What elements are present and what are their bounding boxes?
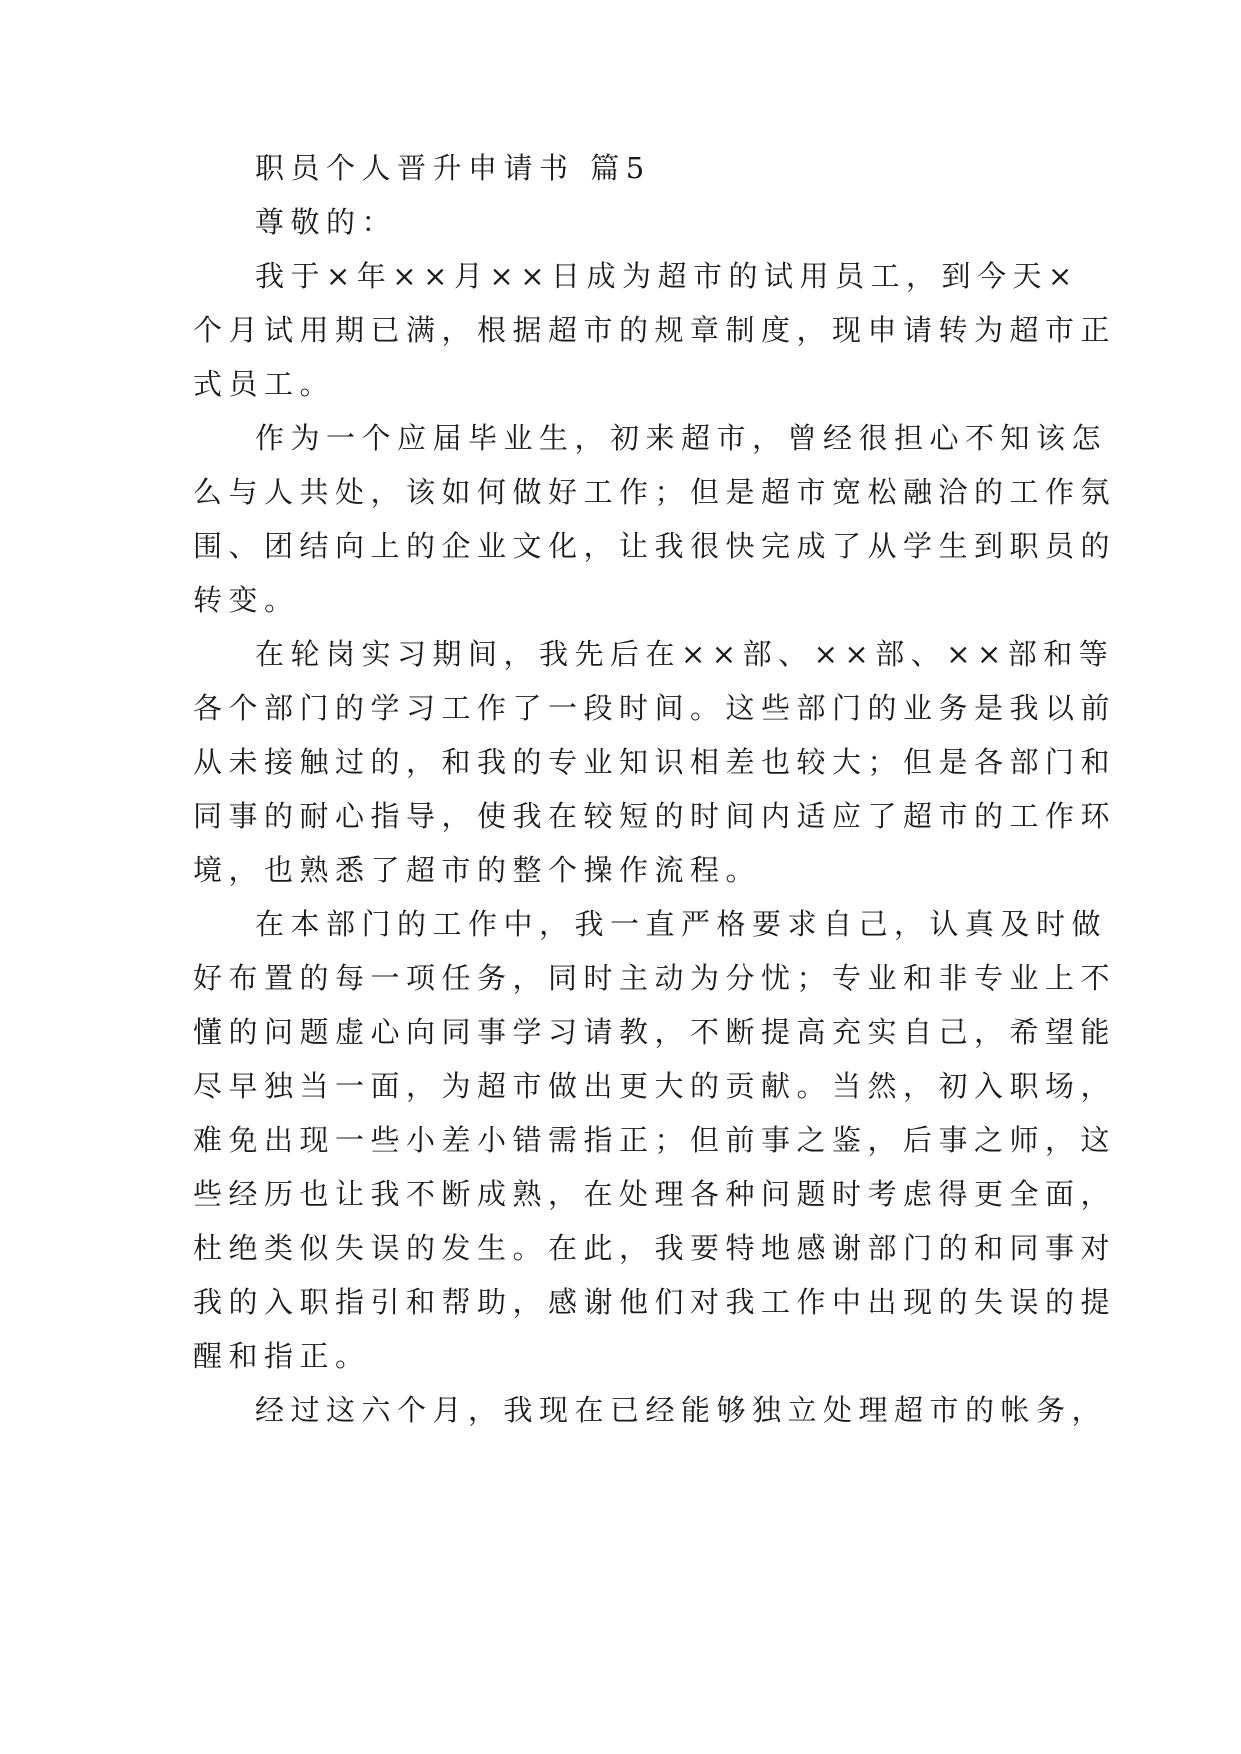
body-line: 境，也熟悉了超市的整个操作流程。	[193, 853, 762, 887]
body-line: 些经历也让我不断成熟，在处理各种问题时考虑得更全面，	[193, 1177, 1117, 1211]
body-line: 我的入职指引和帮助，感谢他们对我工作中出现的失误的提	[193, 1285, 1117, 1319]
body-line: 作为一个应届毕业生，初来超市，曾经很担心不知该怎	[255, 421, 1108, 455]
body-line: 在本部门的工作中，我一直严格要求自己，认真及时做	[255, 907, 1108, 941]
body-line: 同事的耐心指导，使我在较短的时间内适应了超市的工作环	[193, 799, 1117, 833]
body-line: 围、团结向上的企业文化，让我很快完成了从学生到职员的	[193, 529, 1117, 563]
body-line: 各个部门的学习工作了一段时间。这些部门的业务是我以前	[193, 691, 1117, 725]
body-line: 醒和指正。	[193, 1339, 371, 1373]
body-line: 从未接触过的，和我的专业知识相差也较大；但是各部门和	[193, 745, 1117, 779]
body-line: 懂的问题虚心向同事学习请教，不断提高充实自己，希望能	[193, 1015, 1117, 1049]
body-line: 我于×年××月××日成为超市的试用员工，到今天×	[255, 259, 1079, 293]
salutation: 尊敬的：	[255, 205, 398, 239]
body-line: 在轮岗实习期间，我先后在××部、××部、××部和等	[255, 637, 1115, 671]
body-line: 式员工。	[193, 367, 336, 401]
body-line: 好布置的每一项任务，同时主动为分忧；专业和非专业上不	[193, 961, 1117, 995]
body-line: 么与人共处，该如何做好工作；但是超市宽松融洽的工作氛	[193, 475, 1117, 509]
body-line: 尽早独当一面，为超市做出更大的贡献。当然，初入职场，	[193, 1069, 1117, 1103]
body-line: 经过这六个月，我现在已经能够独立处理超市的帐务，	[255, 1393, 1108, 1427]
body-line: 杜绝类似失误的发生。在此，我要特地感谢部门的和同事对	[193, 1231, 1117, 1265]
document-heading: 职员个人晋升申请书 篇5	[255, 151, 651, 185]
body-line: 转变。	[193, 583, 300, 617]
body-line: 难免出现一些小差小错需指正；但前事之鉴，后事之师，这	[193, 1123, 1117, 1157]
body-line: 个月试用期已满，根据超市的规章制度，现申请转为超市正	[193, 313, 1117, 347]
